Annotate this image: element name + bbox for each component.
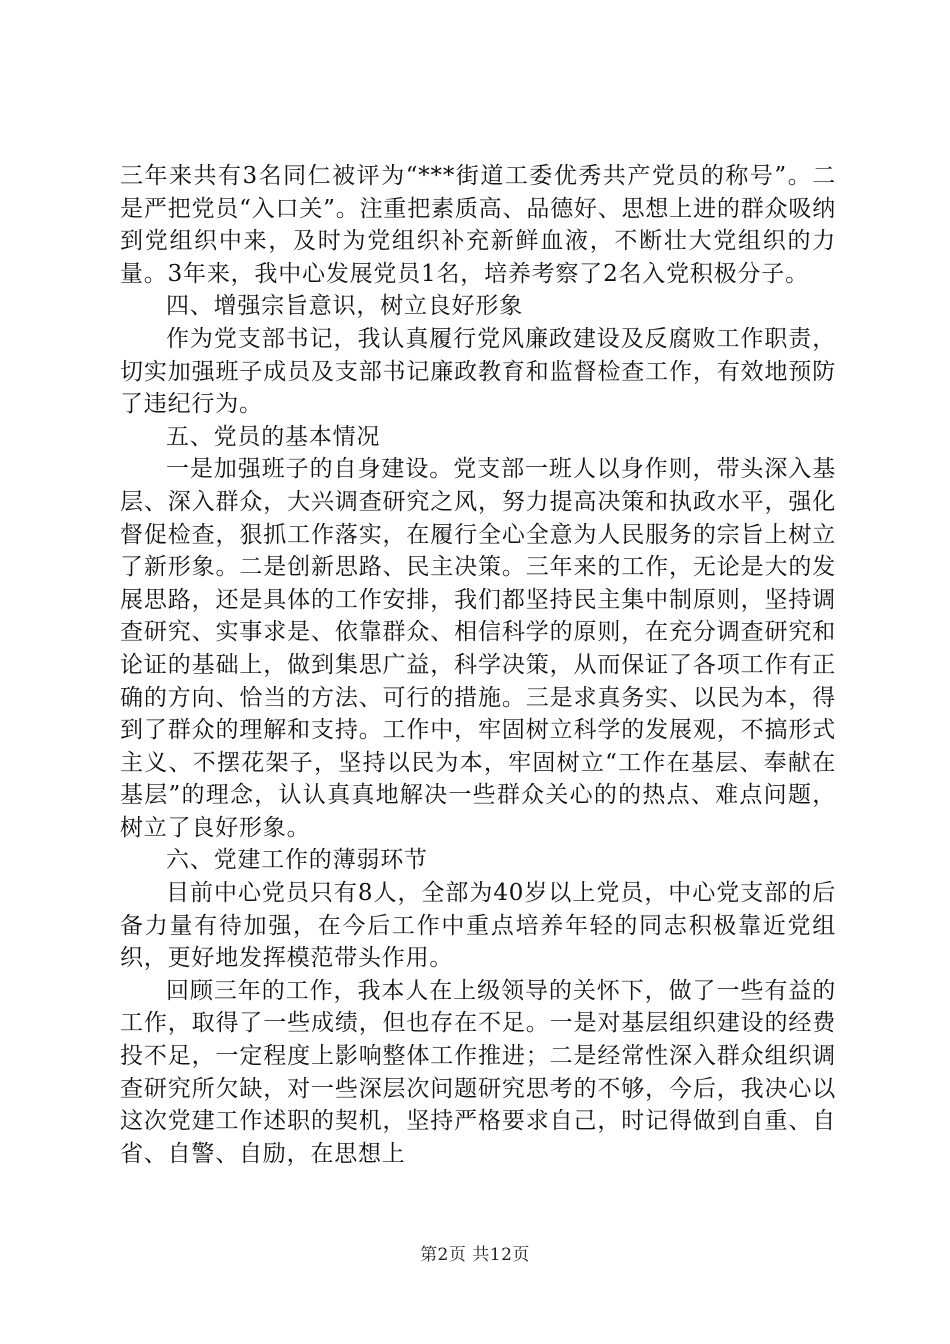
page-number-footer: 第2页 共12页 (420, 1245, 530, 1265)
section-heading-5: 五、党员的基本情况 (166, 423, 381, 450)
paragraph-5: 回顾三年的工作，我本人在上级领导的关怀下，做了一些有益的工作，取得了一些成绩，但也存在不足。一是对基层组织建设的经费投不足，一定程度上影响整体工作推进；二是经常性深入群众组织调查研究所欠缺，对一些深层次问题研究思考的不够，今后，我决心以这次党建工作述职的契机，坚持严格要求自己，时记得做到自重、自省、自警、自励，在思想上 (120, 977, 836, 1167)
document-body (120, 160, 836, 1170)
section-heading-4: 四、增强宗旨意识，树立良好形象 (166, 293, 523, 320)
paragraph-4: 目前中心党员只有8人，全部为40岁以上党员，中心党支部的后备力量有待加强，在今后工作中重点培养年轻的同志积极靠近党组织，更好地发挥模范带头作用。 (120, 880, 836, 972)
paragraph-3: 一是加强班子的自身建设。党支部一班人以身作则，带头深入基层、深入群众，大兴调查研究之风，努力提高决策和执政水平，强化督促检查，狠抓工作落实，在履行全心全意为人民服务的宗旨上树立了新形象。二是创新思路、民主决策。三年来的工作，无论是大的发展思路，还是具体的工作安排，我们都坚持民主集中制原则，坚持调查研究、实事求是、依靠群众、相信科学的原则，在充分调查研究和论证的基础上，做到集思广益，科学决策，从而保证了各项工作有正确的方向、恰当的方法、可行的措施。三是求真务实、以民为本，得到了群众的理解和支持。工作中，牢固树立科学的发展观，不搞形式主义、不摆花架子，坚持以民为本，牢固树立“工作在基层、奉献在基层”的理念，认认真真地解决一些群众关心的的热点、难点问题，树立了良好形象。 (120, 456, 836, 841)
paragraph-1: 三年来共有3名同仁被评为“***街道工委优秀共产党员的称号”。二是严把党员“入口关”。注重把素质高、品德好、思想上进的群众吸纳到党组织中来，及时为党组织补充新鲜血液，不断壮大党组织的力量。3年来，我中心发展党员1名，培养考察了2名入党积极分子。 (120, 163, 836, 287)
paragraph-2: 作为党支部书记，我认真履行党风廉政建设及反腐败工作职责，切实加强班子成员及支部书记廉政教育和监督检查工作，有效地预防了违纪行为。 (120, 325, 836, 418)
section-heading-6: 六、党建工作的薄弱环节 (166, 847, 428, 874)
